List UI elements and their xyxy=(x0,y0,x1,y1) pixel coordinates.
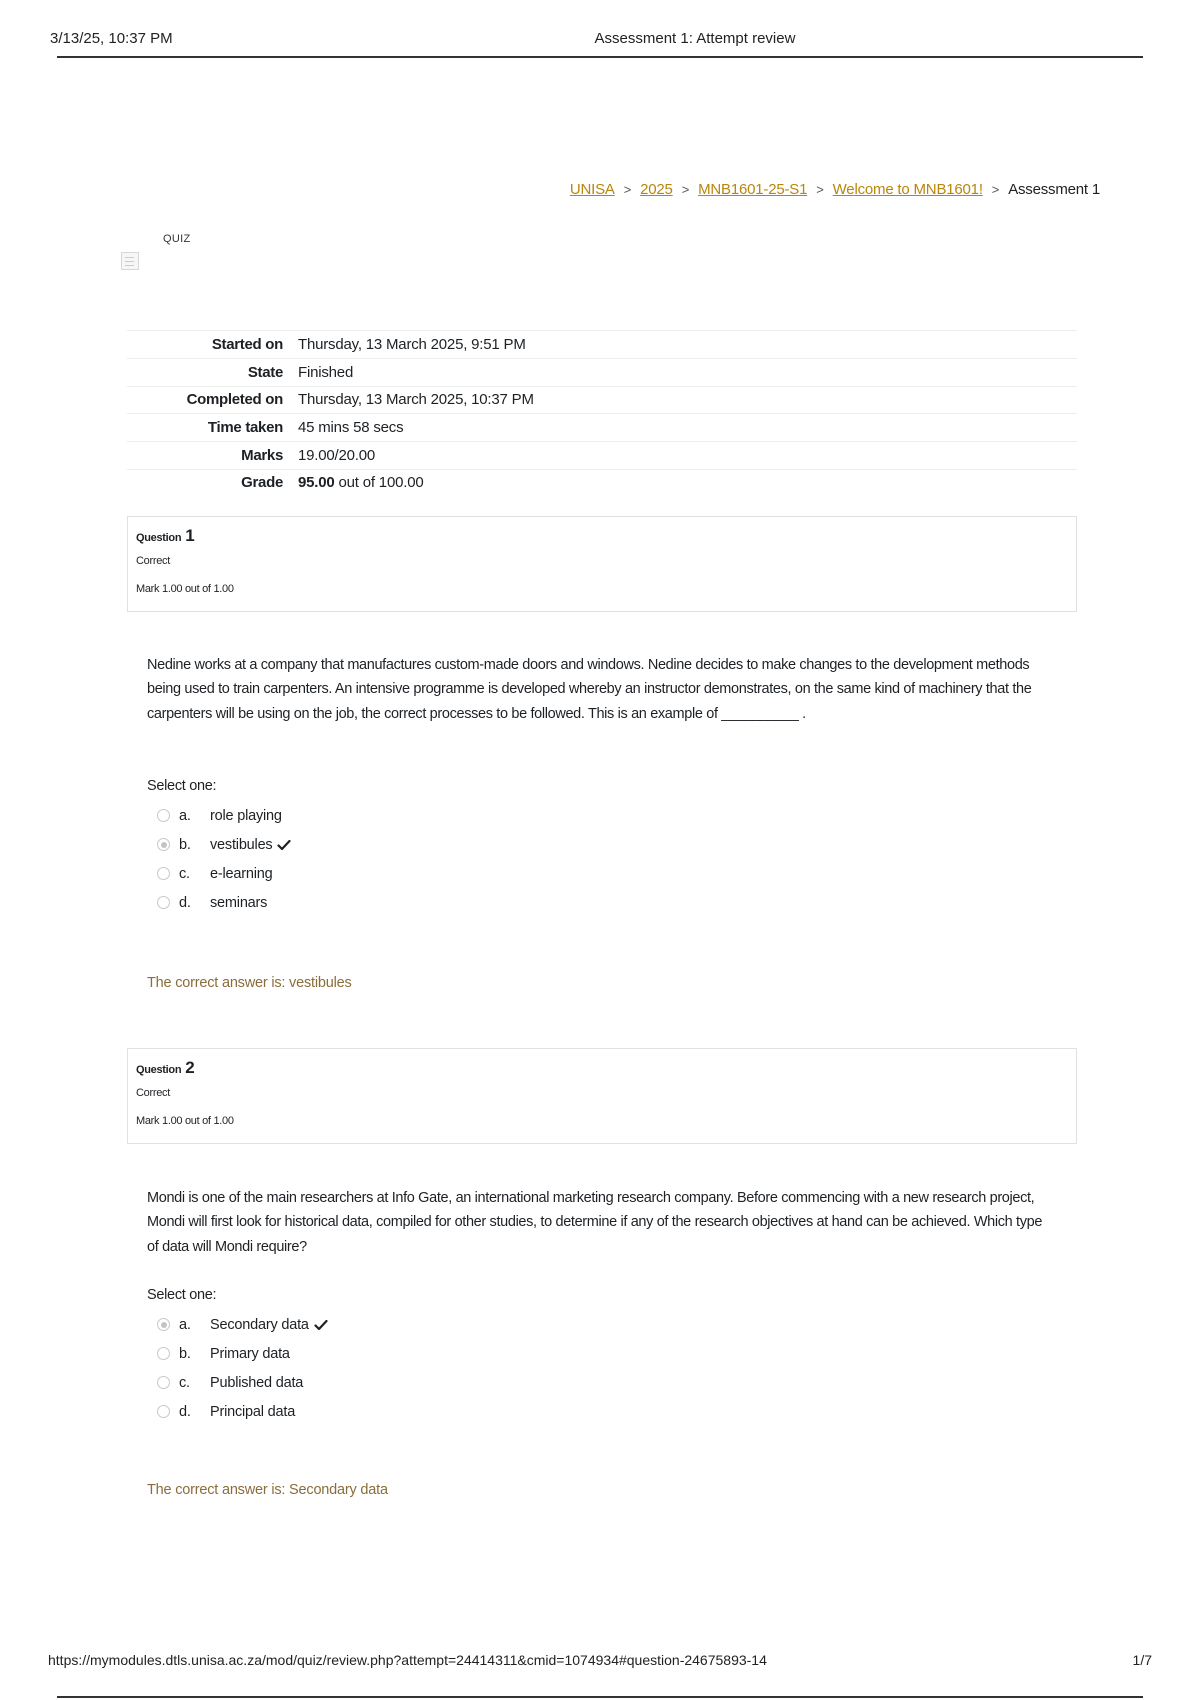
summary-row-marks xyxy=(127,441,1077,469)
question-grade: Mark 1.00 out of 1.00 xyxy=(136,1115,234,1127)
radio-button-selected[interactable] xyxy=(157,1318,170,1331)
summary-value xyxy=(283,474,424,491)
activity-header xyxy=(120,230,320,275)
quiz-icon xyxy=(121,252,139,270)
answer-text: Published data xyxy=(210,1374,304,1391)
question-grade: Mark 1.00 out of 1.00 xyxy=(136,583,234,595)
radio-button[interactable] xyxy=(157,809,170,822)
answer-letter: a. xyxy=(179,1316,191,1333)
summary-value: Thursday, 13 March 2025, 10:37 PM xyxy=(298,391,534,409)
answer-option[interactable] xyxy=(157,1397,328,1426)
summary-row-started xyxy=(127,330,1077,358)
breadcrumb-item-unisa[interactable]: UNISA xyxy=(569,181,615,198)
question-text: Mondi is one of the main researchers at Info Gate, an international marketing research company. Before commencing with a new research project, Mondi will first look for historical data, compiled for other studies, to determine if any of the research objectives at hand can be achieved. Which type of data will Mondi require? xyxy=(147,1190,1043,1255)
print-header-rule xyxy=(57,56,1143,58)
answer-letter: a. xyxy=(179,807,191,824)
summary-label: Grade xyxy=(241,474,283,492)
summary-value: 45 mins 58 secs xyxy=(298,419,404,437)
print-url: https://mymodules.dtls.unisa.ac.za/mod/quiz/review.php?attempt=24414311&cmid=1074934#question-24675893-14 xyxy=(48,1652,767,1668)
answer-prompt: Select one: xyxy=(147,1287,217,1303)
answer-text: Secondary data xyxy=(210,1316,309,1333)
print-page-number: 1/7 xyxy=(1132,1652,1152,1668)
answer-option[interactable] xyxy=(157,1368,328,1397)
radio-button[interactable] xyxy=(157,1405,170,1418)
summary-value: Finished xyxy=(298,363,354,381)
answer-letter: c. xyxy=(179,865,190,882)
question-state: Correct xyxy=(136,555,170,567)
grade-out-of: out of 100.00 xyxy=(334,474,424,492)
answer-list xyxy=(157,1310,328,1426)
answer-text: seminars xyxy=(210,894,268,911)
answer-option[interactable] xyxy=(157,801,291,830)
question-text: Nedine works at a company that manufactures custom-made doors and windows. Nedine decides to make changes to the development methods being used to train carpenters. An intensive programme is developed whereby an instructor demonstrates, on the same kind of machinery that the carpenters will be using on the job, the correct processes to be followed. This is an example of __________ . xyxy=(147,657,1032,722)
radio-button[interactable] xyxy=(157,1376,170,1389)
answer-text: Principal data xyxy=(210,1403,296,1420)
summary-value: 19.00/20.00 xyxy=(298,447,376,465)
answer-prompt: Select one: xyxy=(147,778,217,794)
answer-text: e-learning xyxy=(210,865,273,882)
breadcrumb-item-current: Assessment 1 xyxy=(1008,181,1100,198)
answer-letter: b. xyxy=(179,1345,191,1362)
answer-list xyxy=(157,801,291,917)
print-date: 3/13/25, 10:37 PM xyxy=(50,30,173,47)
activity-type-label: QUIZ xyxy=(163,233,191,245)
radio-button-selected[interactable] xyxy=(157,838,170,851)
question-state: Correct xyxy=(136,1087,170,1099)
summary-row-grade xyxy=(127,469,1077,497)
radio-button[interactable] xyxy=(157,1347,170,1360)
answer-option[interactable] xyxy=(157,830,291,859)
summary-row-time-taken xyxy=(127,413,1077,441)
breadcrumb-item-year[interactable]: 2025 xyxy=(640,181,673,198)
attempt-summary-table xyxy=(127,330,1077,497)
answer-text: vestibules xyxy=(210,836,273,853)
summary-row-state xyxy=(127,358,1077,386)
summary-label: Time taken xyxy=(207,419,283,437)
answer-text: role playing xyxy=(210,807,282,824)
question-number: 1 xyxy=(185,526,195,545)
answer-letter: b. xyxy=(179,836,191,853)
breadcrumb-separator: > xyxy=(623,182,632,197)
check-icon xyxy=(277,838,291,852)
answer-letter: c. xyxy=(179,1374,190,1391)
summary-label: Completed on xyxy=(186,391,283,409)
correct-answer-feedback: The correct answer is: vestibules xyxy=(147,975,352,991)
breadcrumb-item-course[interactable]: MNB1601-25-S1 xyxy=(698,181,808,198)
answer-option[interactable] xyxy=(157,888,291,917)
radio-button[interactable] xyxy=(157,896,170,909)
breadcrumb-separator: > xyxy=(816,182,824,197)
answer-letter: d. xyxy=(179,1403,191,1420)
breadcrumb-separator: > xyxy=(681,182,690,197)
summary-label: Started on xyxy=(211,335,283,353)
breadcrumb xyxy=(570,181,1100,198)
summary-label: Marks xyxy=(241,447,283,465)
question-title xyxy=(136,1058,194,1078)
radio-button[interactable] xyxy=(157,867,170,880)
question-title-label: Question xyxy=(136,1064,182,1076)
answer-option[interactable] xyxy=(157,1339,328,1368)
breadcrumb-separator: > xyxy=(991,182,1000,197)
correct-answer-feedback: The correct answer is: Secondary data xyxy=(147,1482,388,1498)
question-number: 2 xyxy=(185,1058,195,1077)
question-title-label: Question xyxy=(136,532,182,544)
summary-row-completed xyxy=(127,386,1077,414)
question-title xyxy=(136,526,194,546)
answer-letter: d. xyxy=(179,894,191,911)
print-header xyxy=(0,0,1200,60)
check-icon xyxy=(314,1318,328,1332)
print-footer-rule xyxy=(57,1696,1143,1698)
answer-option[interactable] xyxy=(157,1310,328,1339)
print-title: Assessment 1: Attempt review xyxy=(594,30,796,47)
breadcrumb-item-section[interactable]: Welcome to MNB1601! xyxy=(832,181,983,198)
summary-value: Thursday, 13 March 2025, 9:51 PM xyxy=(298,335,526,353)
print-footer xyxy=(0,1640,1200,1700)
question-info-box xyxy=(127,1048,1077,1144)
answer-text: Primary data xyxy=(210,1345,290,1362)
question-info-box xyxy=(127,516,1077,612)
summary-label: State xyxy=(247,363,283,381)
grade-value: 95.00 xyxy=(298,474,335,492)
answer-option[interactable] xyxy=(157,859,291,888)
